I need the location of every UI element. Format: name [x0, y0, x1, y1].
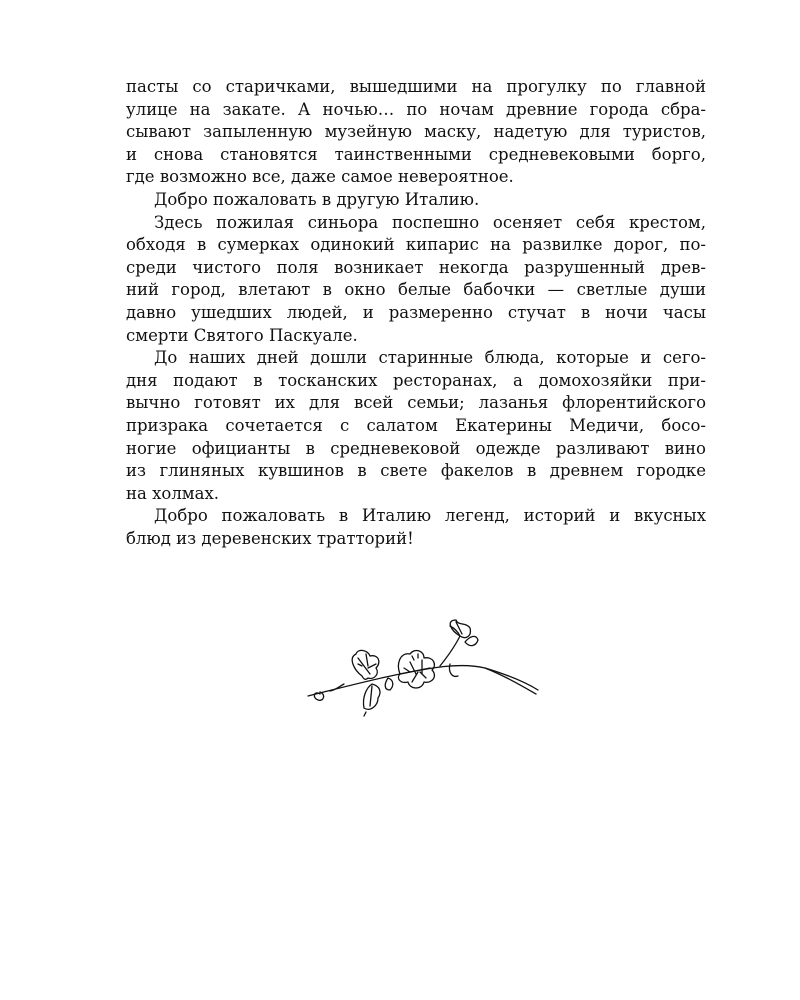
body-text — [126, 76, 706, 550]
text-line: Добро пожаловать в другую Италию. — [154, 189, 480, 209]
text-line: вычно готовят их для всей семьи; лазанья флорентийского — [126, 393, 706, 413]
text-line: дня подают в тосканских ресторанах, а домохозяйки при- — [126, 370, 706, 390]
text-line: на холмах. — [126, 483, 220, 503]
text-line: ний город, влетают в окно белые бабочки — светлые души — [126, 280, 706, 300]
text-line: Добро пожаловать в Италию легенд, историй и вкусных — [154, 506, 706, 526]
text-line: среди чистого поля возникает некогда разрушенный древ- — [126, 257, 706, 277]
text-line: давно ушедших людей, и размеренно стучат в ночи часы — [126, 302, 706, 322]
text-line: блюд из деревенских тратторий! — [126, 528, 414, 548]
text-line: обходя в сумерках одинокий кипарис на развилке дорог, по- — [126, 235, 706, 255]
text-line: и снова становятся таинственными средневековыми борго, — [126, 144, 706, 164]
text-line: ногие официанты в средневековой одежде разливают вино — [126, 438, 706, 458]
text-line: где возможно все, даже самое невероятное. — [126, 167, 514, 187]
text-line: улице на закате. А ночью… по ночам древние города сбра- — [126, 99, 706, 119]
text-line: призрака сочетается с салатом Екатерины Медичи, босо- — [126, 415, 706, 435]
text-line: из глиняных кувшинов в свете факелов в древнем городке — [126, 461, 706, 481]
text-line: пасты со старичками, вышедшими на прогулку по главной — [126, 77, 706, 96]
text-line: До наших дней дошли старинные блюда, которые и сего- — [154, 348, 706, 368]
text-line: сывают запыленную музейную маску, надетую для туристов, — [126, 122, 706, 142]
text-line: смерти Святого Паскуале. — [126, 325, 358, 345]
text-line: Здесь пожилая синьора поспешно осеняет себя крестом, — [154, 212, 706, 232]
herb-sprig-icon — [300, 618, 545, 718]
